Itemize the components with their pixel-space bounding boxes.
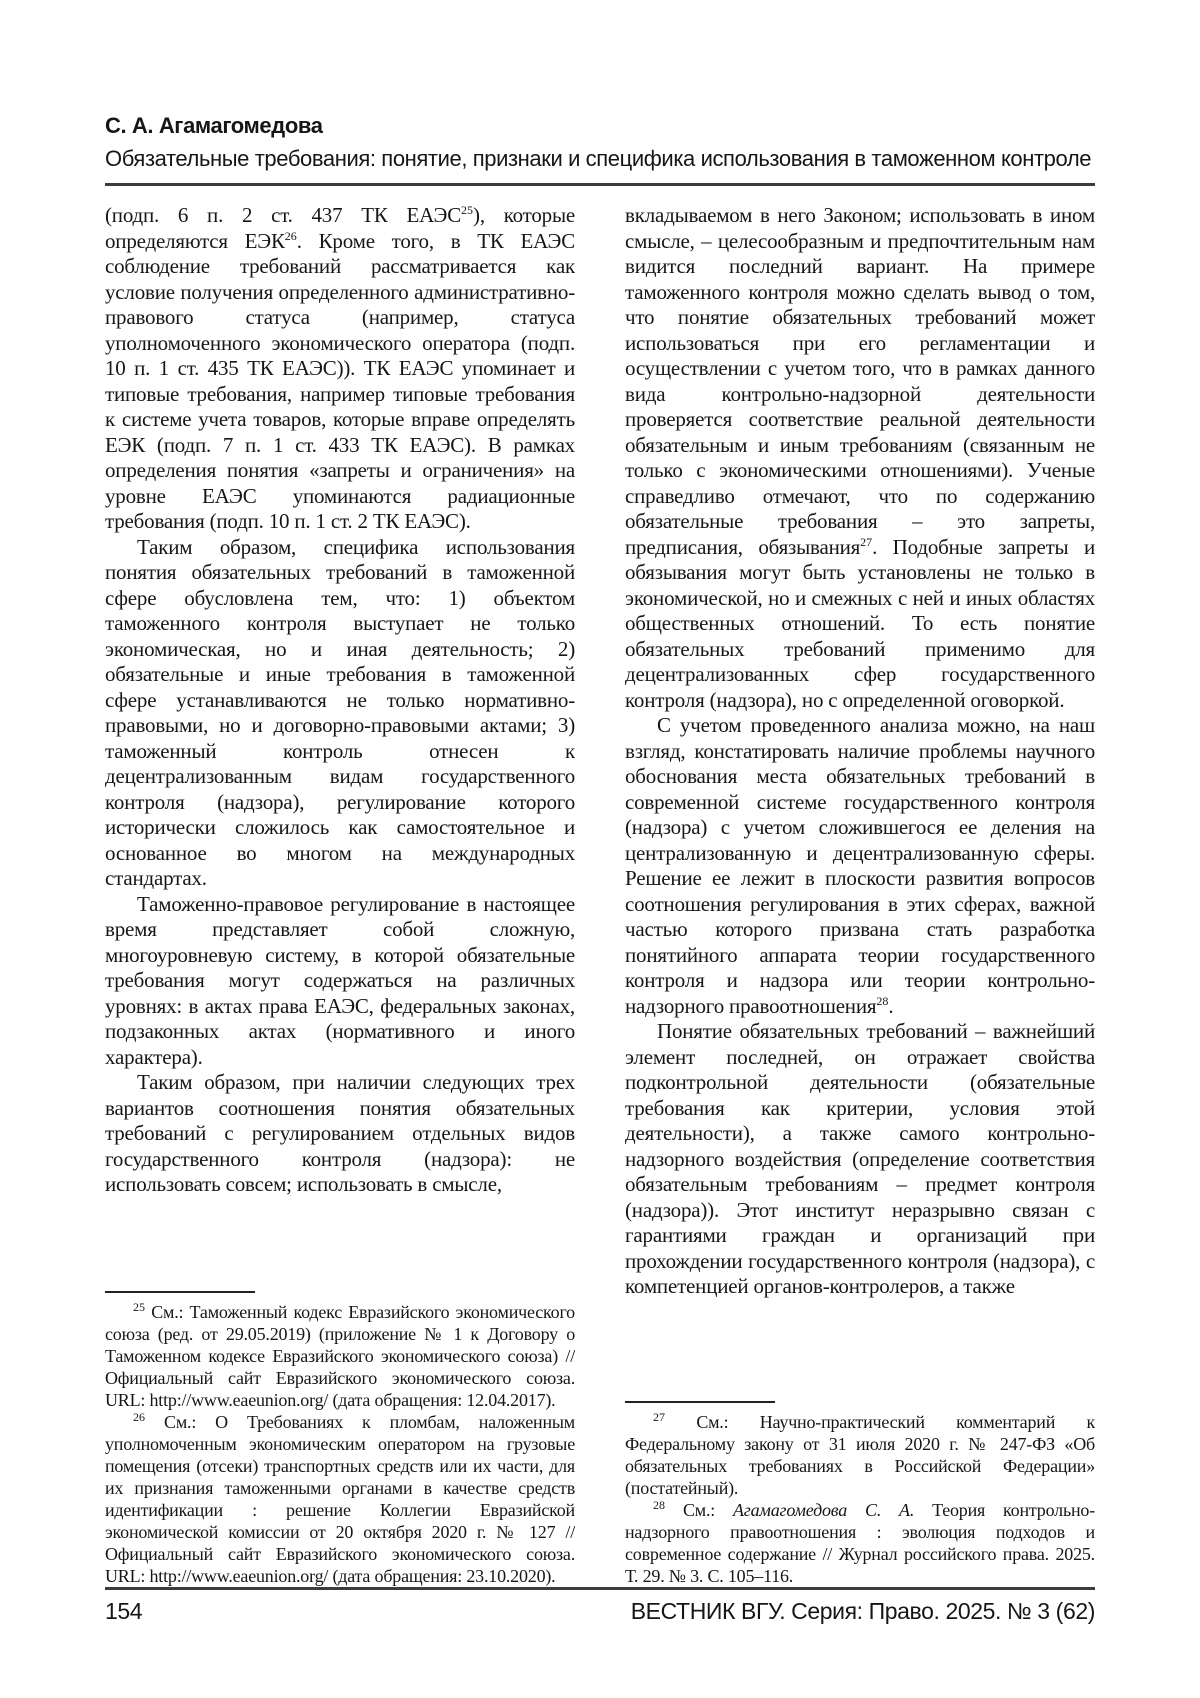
page-footer: [105, 1587, 1095, 1625]
footnote-marker: 27: [653, 1410, 665, 1424]
text-run: (подп. 6 п. 2 ст. 437 ТК ЕАЭС: [105, 203, 462, 227]
body-paragraph: [105, 535, 575, 892]
text-run: вкладываемом в него Законом; использовать в ином смысле, – целесообразным и предпочтительным нам видится последний вариант. На примере таможенного контроля можно сделать вывод о том, что понятие обязательных требований может использоваться при его регламентации и осуществлении с учетом того, что в рамках данного вида контрольно-надзорной деятельности проверяется соответствие реальной деятельности обязательным и иным требованиям (связанным не только с экономическими отношениями). Ученые справедливо отмечают, что по содержанию обязательные требования – это запреты, предписания, обязывания: [625, 203, 1095, 559]
text-run: См.: Таможенный кодекс Евразийского экономического союза (ред. от 29.05.2019) (приложение № 1 к Договору о Таможенном кодексе Евразийского экономического союза) // Официальный сайт Евразийского экономического союза. URL: http://www.eaeunion.org/ (дата обращения: 12.04.2017).: [105, 1302, 575, 1410]
text-run: . Подобные запреты и обязывания могут быть установлены не только в экономической, но и смежных с ней и иных областях общественных отношений. То есть понятие обязательных требований применимо для децентрализованных сфер государственного контроля (надзора), но с определенной оговоркой.: [625, 534, 1095, 712]
text-run: См.: О Требованиях к пломбам, наложенным уполномоченным экономическим оператором на грузовые помещения (отсеки) транспортных средств или их части, для их признания таможенными органами в качестве средств идентификации : решение Коллегии Евразийской экономической комиссии от 20 октября 2020 г. № 127 // Официальный сайт Евразийского экономического союза. URL: http://www.eaeunion.org/ (дата обращения: 23.10.2020).: [105, 1412, 575, 1586]
page-header: [105, 112, 1095, 186]
text-run: [665, 1412, 696, 1432]
footnote-marker: 28: [876, 993, 889, 1008]
author-name: С. А. Агамагомедова: [105, 113, 323, 138]
footnote-marker: 28: [653, 1498, 665, 1512]
text-run: [145, 1412, 164, 1432]
header-rule: [105, 183, 1095, 186]
text-run: .: [888, 993, 894, 1018]
footnote-marker: 26: [284, 228, 297, 243]
footer-row: [105, 1590, 1095, 1625]
text-run: Понятие обязательных требований – важнейший элемент последней, он отражает свойства подконтрольной деятельности (обязательные требования как критерии, условия этой деятельности), а также самого контрольно-надзорного воздействия (определение соответствия обязательным требованиям – предмет контроля (надзора)). Этот институт неразрывно связан с гарантиями граждан и организаций при прохождении государственного контроля (надзора), с компетенцией органов-контролеров, а также: [625, 1019, 1095, 1298]
left-column-text: [105, 203, 575, 1198]
text-run: . Кроме того, в ТК ЕАЭС соблюдение требований рассматривается как условие получения определенного административно-правового статуса (например, статуса уполномоченного экономического оператора (подп. 10 п. 1 ст. 435 ТК ЕАЭС)). ТК ЕАЭС упоминает и типовые требования, например типовые требования к системе учета товаров, которые вправе определять ЕЭК (подп. 7 п. 1 ст. 433 ТК ЕАЭС). В рамках определения понятия «запреты и ограничения» на уровне ЕАЭС упоминаются радиационные требования (подп. 10 п. 1 ст. 2 ТК ЕАЭС).: [105, 228, 575, 533]
text-run: [665, 1500, 683, 1520]
text-run: С учетом проведенного анализа можно, на наш взгляд, констатировать наличие проблемы научного обоснования места обязательных требований в современной системе государственного контроля (надзора) с учетом сложившегося ее деления на централизованную и децентрализованную сферы. Решение ее лежит в плоскости развития вопросов соотношения регулирования в этих сферах, важной частью которого призвана стать разработка понятийного аппарата теории государственного контроля и надзора или теории контрольно-надзорного правоотношения: [625, 713, 1095, 1018]
footnote-separator: [625, 1401, 775, 1403]
body-paragraph: [625, 713, 1095, 1019]
body-paragraph: [105, 1070, 575, 1198]
text-run: Таможенно-правовое регулирование в настоящее время представляет собой сложную, многоуровневую систему, в которой обязательные требования могут содержаться на различных уровнях: в актах права ЕАЭС, федеральных законах, подзаконных актах (нормативного и иного характера).: [105, 891, 575, 1069]
right-column: [625, 203, 1095, 1587]
footnote-separator: [105, 1291, 255, 1293]
running-title: Обязательные требования: понятие, признаки и специфика использования в таможенном контроле: [105, 145, 1092, 171]
footnote: [105, 1301, 575, 1411]
article-body: [105, 203, 1095, 1587]
text-run: См.: Научно-практический комментарий к Федеральному закону от 31 июля 2020 г. № 247-ФЗ «Об обязательных требованиях в Российской Федерации» (постатейный).: [625, 1412, 1095, 1498]
page-number: 154: [105, 1598, 143, 1624]
footnote-marker: 26: [133, 1410, 145, 1424]
text-run: Таким образом, при наличии следующих трех вариантов соотношения понятия обязательных требований с регулированием отдельных видов государственного контроля (надзора): не использовать совсем; использовать в смысле,: [105, 1070, 575, 1196]
footnote: [105, 1411, 575, 1587]
body-paragraph: [625, 1019, 1095, 1300]
body-paragraph: [625, 203, 1095, 713]
footnote: [625, 1499, 1095, 1587]
left-column: [105, 203, 575, 1587]
italic-text-run: Агамагомедова С. А.: [733, 1500, 915, 1520]
text-run: См.:: [682, 1500, 733, 1520]
footnote-marker: 25: [133, 1300, 145, 1314]
body-paragraph: [105, 203, 575, 535]
footnote-marker: 25: [461, 203, 474, 217]
journal-citation: ВЕСТНИК ВГУ. Серия: Право. 2025. № 3 (62): [630, 1598, 1095, 1624]
footnote: [625, 1411, 1095, 1499]
left-column-footnotes: [105, 1277, 575, 1587]
body-paragraph: [105, 892, 575, 1071]
right-column-text: [625, 203, 1095, 1300]
text-run: ), которые определяются ЕЭК: [105, 203, 575, 253]
text-run: Теория контрольно-надзорного правоотношения : эволюция подходов и современное содержание // Журнал российского права. 2025. Т. 29. № 3. С. 105–116.: [625, 1500, 1095, 1586]
right-column-footnotes: [625, 1387, 1095, 1587]
text-run: Таким образом, специфика использования понятия обязательных требований в таможенной сфере обусловлена тем, что: 1) объектом таможенного контроля выступает не только экономическая, но и иная деятельность; 2) обязательные и иные требования в таможенной сфере устанавливаются не только нормативно-правовыми, но и договорно-правовыми актами; 3) таможенный контроль отнесен к децентрализованным видам государственного контроля (надзора), регулирование которого исторически сложилось как самостоятельное и основанное во многом на международных стандартах.: [105, 534, 575, 890]
footnote-marker: 27: [860, 534, 873, 549]
